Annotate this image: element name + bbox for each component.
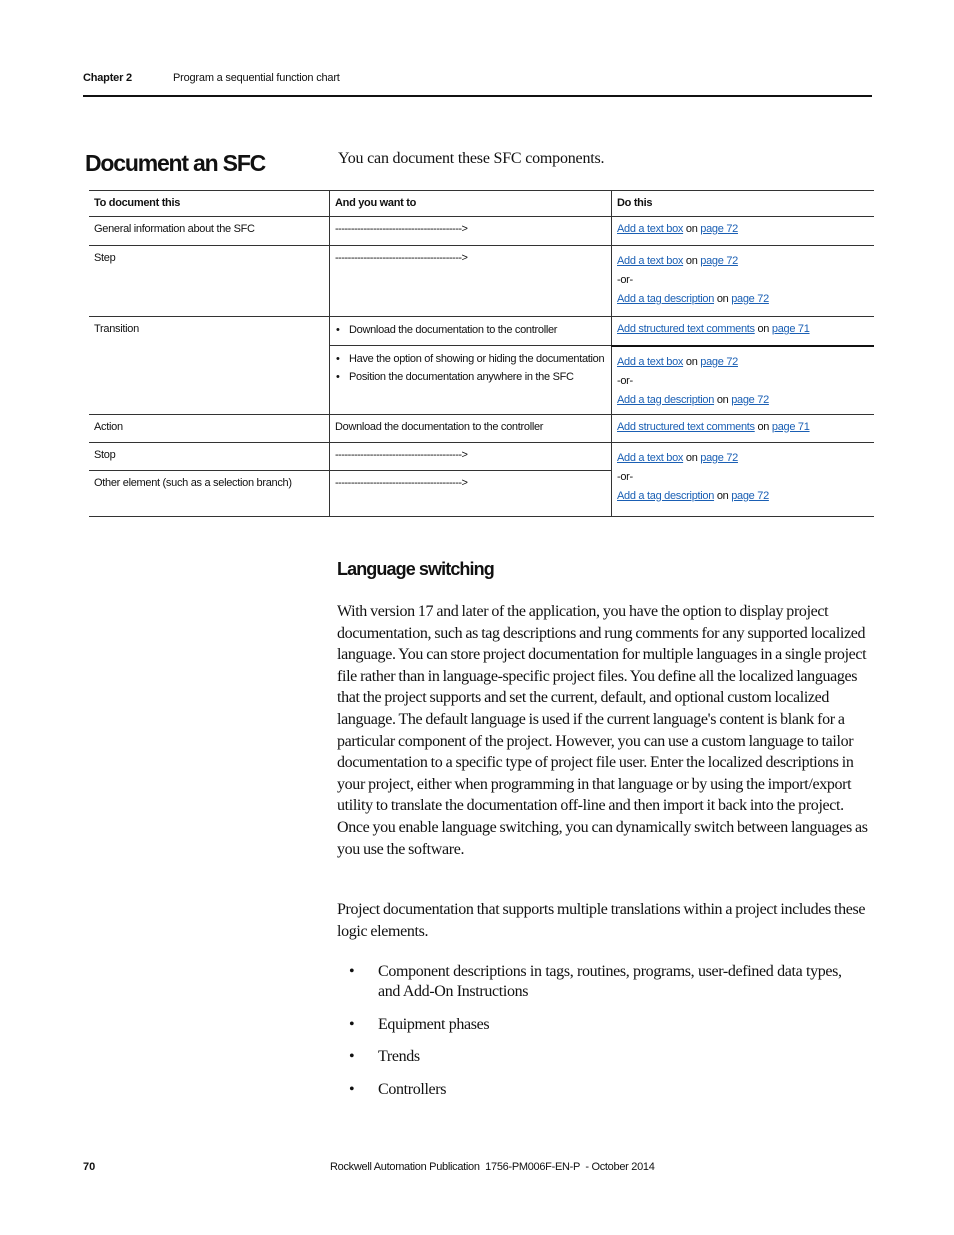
list-item: • Component descriptions in tags, routines, programs, user-defined data types, and Add-On Instructions [337,962,867,1002]
on-text: on [757,420,770,433]
arrow-text: ----------------------------------------> [330,470,612,516]
add-tag-description-link[interactable]: Add a tag description [617,293,715,305]
on-text: on [685,451,698,464]
table-cell [612,317,875,346]
add-tag-description-link[interactable]: Add a tag description [617,489,715,502]
column-header: To document this [89,191,330,217]
on-text: on [685,255,698,267]
table-cell: Action [89,414,330,442]
section-intro: You can document these SFC components. [338,150,605,167]
table-cell: Download the documentation to the controller [330,414,612,442]
chapter-label: Chapter 2 [83,72,132,84]
logic-elements-list [337,962,867,1112]
transition-option-item: • Have the option of showing or hiding the documentation [349,348,606,370]
table-header-row [89,191,874,217]
table-cell [612,217,875,246]
on-text: on [716,489,729,502]
or-text: -or- [617,470,633,483]
on-text: on [685,223,698,235]
on-text: on [685,355,698,368]
column-header: Do this [612,191,875,217]
add-structured-text-comments-link[interactable]: Add structured text comments [617,323,755,335]
arrow-text: ----------------------------------------> [330,246,612,317]
table-cell [612,246,875,317]
table-cell [612,414,875,442]
arrow-text: ----------------------------------------> [330,442,612,470]
page-72-link[interactable]: page 72 [700,451,738,464]
table-cell: Stop [89,442,330,470]
add-text-box-link[interactable]: Add a text box [617,355,684,368]
table-row [89,217,874,246]
add-text-box-link[interactable]: Add a text box [617,255,684,267]
table-row [89,442,874,470]
add-tag-description-link[interactable]: Add a tag description [617,393,715,406]
on-text: on [716,293,729,305]
page-71-link[interactable]: page 71 [771,420,810,433]
page-header [83,70,872,97]
body-paragraph: Project documentation that supports multiple translations within a project includes these logic elements. [337,901,866,940]
table-cell: Step [89,246,330,317]
documentation-table [89,190,874,517]
chapter-title: Program a sequential function chart [173,72,340,84]
on-text: on [716,393,729,406]
page-72-link[interactable]: page 72 [700,223,738,235]
table-cell [330,346,612,415]
add-text-box-link[interactable]: Add a text box [617,223,684,235]
table-cell [612,442,875,516]
arrow-text: ----------------------------------------> [330,217,612,246]
page-72-link[interactable]: page 72 [700,355,738,368]
section-title: Document an SFC [85,150,266,176]
table-cell: Other element (such as a selection branch) [89,470,330,516]
column-header: And you want to [330,191,612,217]
transition-download-item: • Download the documentation to the controller [349,319,606,341]
table-cell: Transition [89,317,330,415]
table-cell [330,317,612,346]
transition-position-item: • Position the documentation anywhere in the SFC [349,366,606,388]
table-cell: General information about the SFC [89,217,330,246]
subsection-title: Language switching [337,559,494,579]
page-72-link[interactable]: page 72 [731,293,769,305]
page-72-link[interactable]: page 72 [731,393,769,406]
table-row [89,317,874,346]
body-paragraph: With version 17 and later of the application, you have the option to display project documentation, such as tag descriptions and rung comments for any supported localized language. You can store project documentation for multiple languages in a single project file rather than in language-specific project files. You define all the localized languages that the project supports and set the current, default, and optional custom localized language. The default language is used if the current language's content is blank for a particular component of the project. However, you can use a custom language to tailor documentation to a specific type of project file user. Enter the localized descriptions in your project, either when programming in that language or by using the import/export utility to translate the documentation off-line and then import it back into the project. Once you enable language switching, you can dynamically switch between languages as you use the software. [337,603,868,858]
table-row [89,246,874,317]
list-item: • Trends [337,1047,867,1067]
list-item: • Equipment phases [337,1015,867,1035]
or-text: -or- [617,374,633,387]
table-cell [612,346,875,415]
on-text: on [757,323,770,335]
add-structured-text-comments-link[interactable]: Add structured text comments [617,420,755,433]
page-71-link[interactable]: page 71 [771,323,810,335]
or-text: -or- [617,274,633,286]
add-text-box-link[interactable]: Add a text box [617,451,684,464]
table-row [89,414,874,442]
list-item: • Controllers [337,1080,867,1100]
page-72-link[interactable]: page 72 [700,255,738,267]
publication-info: Rockwell Automation Publication 1756-PM006F-EN-P - October 2014 [330,1161,655,1173]
page-72-link[interactable]: page 72 [731,489,769,502]
page-number: 70 [83,1161,96,1173]
